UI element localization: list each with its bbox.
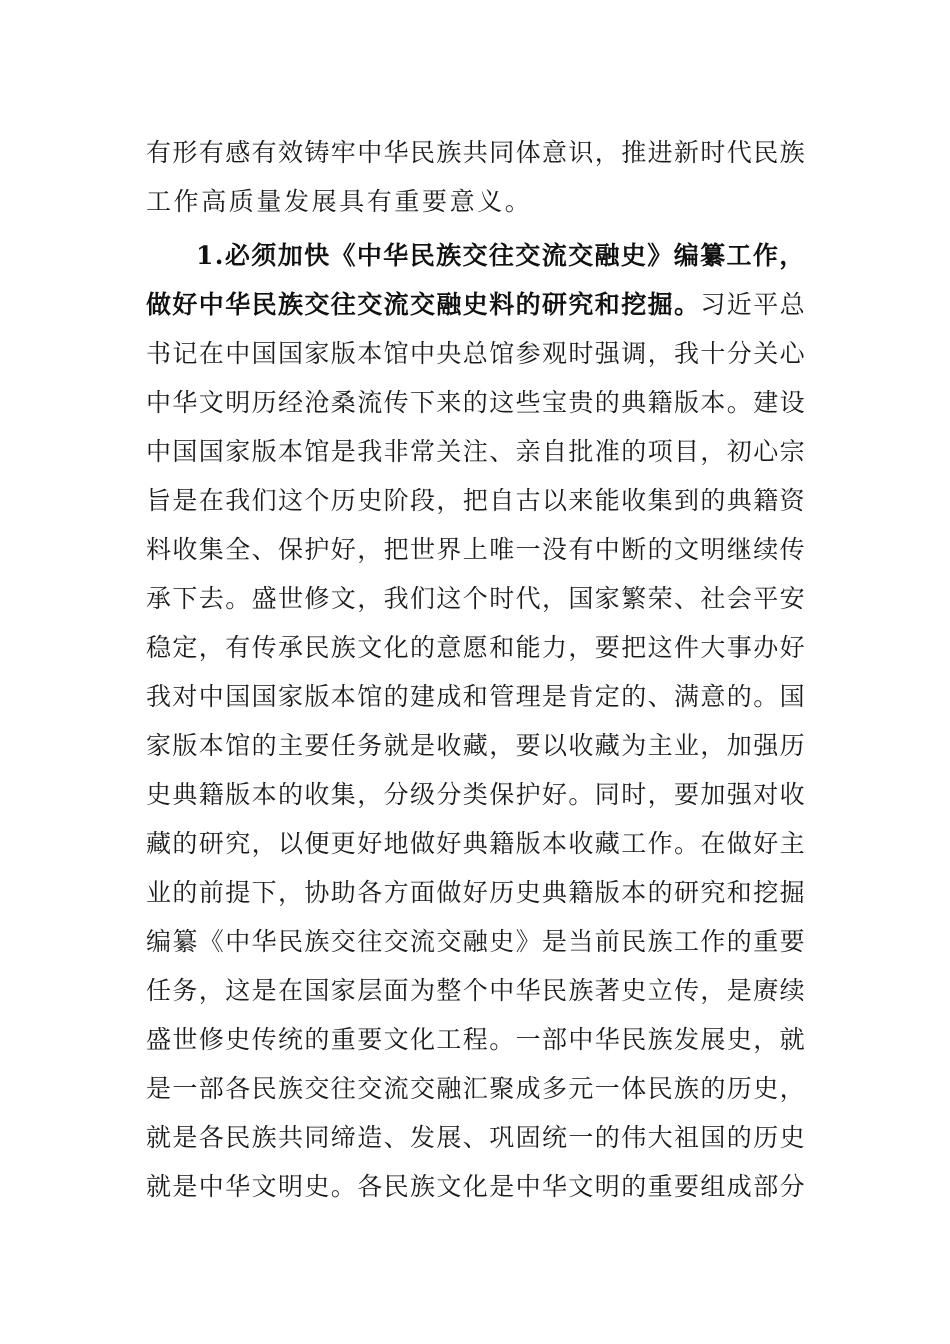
text-line: 书记在中国国家版本馆中央总馆参观时强调，我十分关心: [146, 339, 807, 368]
text-line: 承下去。盛世修文，我们这个时代，国家繁荣、社会平安: [146, 584, 807, 613]
text-line: 就是各民族共同缔造、发展、巩固统一的伟大祖国的历史: [146, 1123, 807, 1152]
text-line: 中华文明历经沧桑流传下来的这些宝贵的典籍版本。建设: [146, 388, 807, 417]
text-line: 稳定，有传承民族文化的意愿和能力，要把这件大事办好: [146, 633, 807, 662]
text-line: 中国国家版本馆是我非常关注、亲自批准的项目，初心宗: [146, 437, 807, 466]
text-line: 业的前提下，协助各方面做好历史典籍版本的研究和挖掘: [146, 878, 807, 907]
text-line: 料收集全、保护好，把世界上唯一没有中断的文明继续传: [146, 535, 807, 564]
text-line: 有形有感有效铸牢中华民族共同体意识，推进新时代民族: [146, 138, 807, 167]
text-line: 我对中国国家版本馆的建成和管理是肯定的、满意的。国: [146, 682, 807, 711]
text-line: 编纂《中华民族交往交流交融史》是当前民族工作的重要: [146, 927, 807, 956]
text-line: 藏的研究，以便更好地做好典籍版本收藏工作。在做好主: [146, 829, 807, 858]
text-line: 工作高质量发展具有重要意义。: [146, 187, 533, 216]
text-line: 盛世修史传统的重要文化工程。一部中华民族发展史，就: [146, 1025, 807, 1054]
text-line: 是一部各民族交往交流交融汇聚成多元一体民族的历史，: [146, 1074, 807, 1103]
section-heading: 1.必须加快《中华民族交往交流交融史》编纂工作，: [196, 241, 806, 270]
text-line: 旨是在我们这个历史阶段，把自古以来能收集到的典籍资: [146, 486, 807, 515]
text-line: 史典籍版本的收集，分级分类保护好。同时，要加强对收: [146, 780, 807, 809]
text-line: 就是中华文明史。各民族文化是中华文明的重要组成部分: [146, 1172, 807, 1201]
text-line: 家版本馆的主要任务就是收藏，要以收藏为主业，加强历: [146, 731, 807, 760]
section-heading-line: [196, 231, 806, 280]
section-heading: 做好中华民族交往交流交融史料的研究和挖掘。: [146, 290, 701, 319]
text-line: 做好中华民族交往交流交融史料的研究和挖掘。习近平总: [146, 290, 807, 319]
text-line: 任务，这是在国家层面为整个中华民族著史立传，是赓续: [146, 976, 807, 1005]
